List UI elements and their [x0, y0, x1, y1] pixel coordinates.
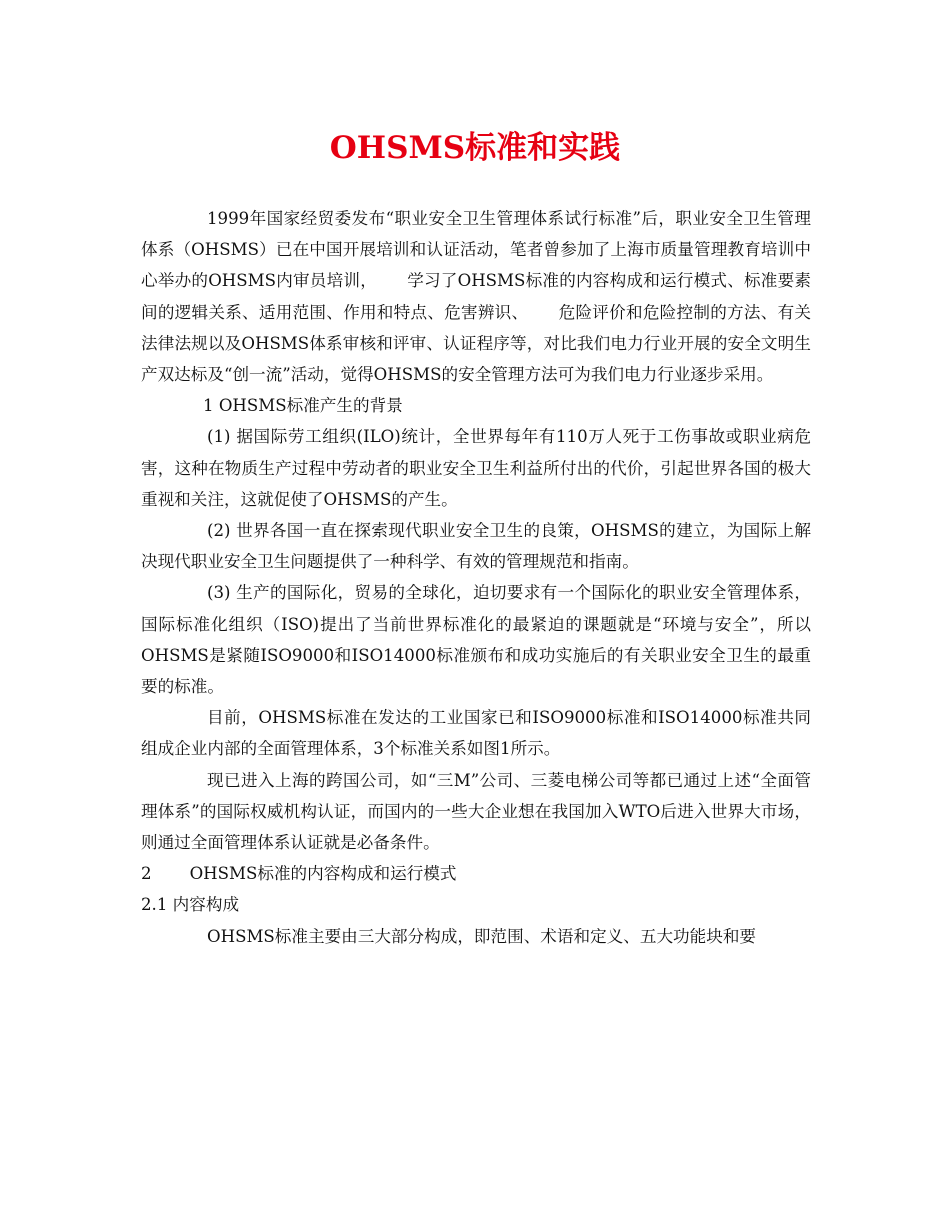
section-2-1-heading: 2.1 内容构成 [141, 895, 240, 915]
intro-part-3: 危险评价和危险控制的方法、有关法律法规以及OHSMS体系审核和评审、认证程序等，对比我们电力行业开展的安全文明生产双达标及“创一流”活动，觉得OHSMS的安全管理方法可为我们电力行业逐步采用。 [141, 302, 812, 385]
current-status-paragraph: 目前，OHSMS标准在发达的工业国家已和ISO9000标准和ISO14000标准共同组成企业内部的全面管理体系，3个标准关系如图1所示。 [141, 708, 811, 759]
document-title: OHSMS标准和实践 [329, 130, 621, 166]
point-1-paragraph: (1) 据国际劳工组织(ILO)统计，全世界每年有110万人死于工伤事故或职业病危害，这种在物质生产过程中劳动者的职业安全卫生利益所付出的代价，引起世界各国的极大重视和关注，这就促使了OHSMS的产生。 [141, 427, 811, 509]
point-2-paragraph: (2) 世界各国一直在探索现代职业安全卫生的良策，OHSMS的建立，为国际上解决现代职业安全卫生问题提供了一种科学、有效的管理规范和指南。 [141, 521, 811, 572]
intro-part-1: 1999年国家经贸委发布“职业安全卫生管理体系试行标准”后，职业安全卫生管理体系（OHSMS）已在中国开展培训和认证活动，笔者曾参加了上海市质量管理教育培训中心举办的OHSMS内审员培训， [141, 209, 811, 291]
section-2-number: 2 [141, 864, 152, 884]
multinational-paragraph: 现已进入上海的跨国公司，如“三M”公司、三菱电梯公司等都已通过上述“全面管理体系”的国际权威机构认证，而国内的一些大企业想在我国加入WTO后进入世界大市场，则通过全面管理体系认证就是必备条件。 [141, 770, 811, 853]
document-body [141, 203, 811, 952]
section-2-heading [141, 858, 811, 889]
section-2-title: OHSMS标准的内容构成和运行模式 [189, 864, 457, 884]
section-1-heading: 1 OHSMS标准产生的背景 [203, 396, 403, 416]
content-structure-paragraph: OHSMS标准主要由三大部分构成，即范围、术语和定义、五大功能块和要 [207, 926, 757, 946]
point-3-paragraph: (3) 生产的国际化，贸易的全球化，迫切要求有一个国际化的职业安全管理体系，国际标准化组织（ISO)提出了当前世界标准化的最紧迫的课题就是“环境与安全”，所以OHSMS是紧随ISO9000和ISO14000标准颁布和成功实施后的有关职业安全卫生的最重要的标准。 [141, 583, 811, 697]
intro-paragraph [141, 203, 811, 390]
intro-part-2: 学习了OHSMS标准的内容构成和运行模式、标准要素间的逻辑关系、适用范围、作用和特点、危害辨识、 [141, 271, 811, 322]
